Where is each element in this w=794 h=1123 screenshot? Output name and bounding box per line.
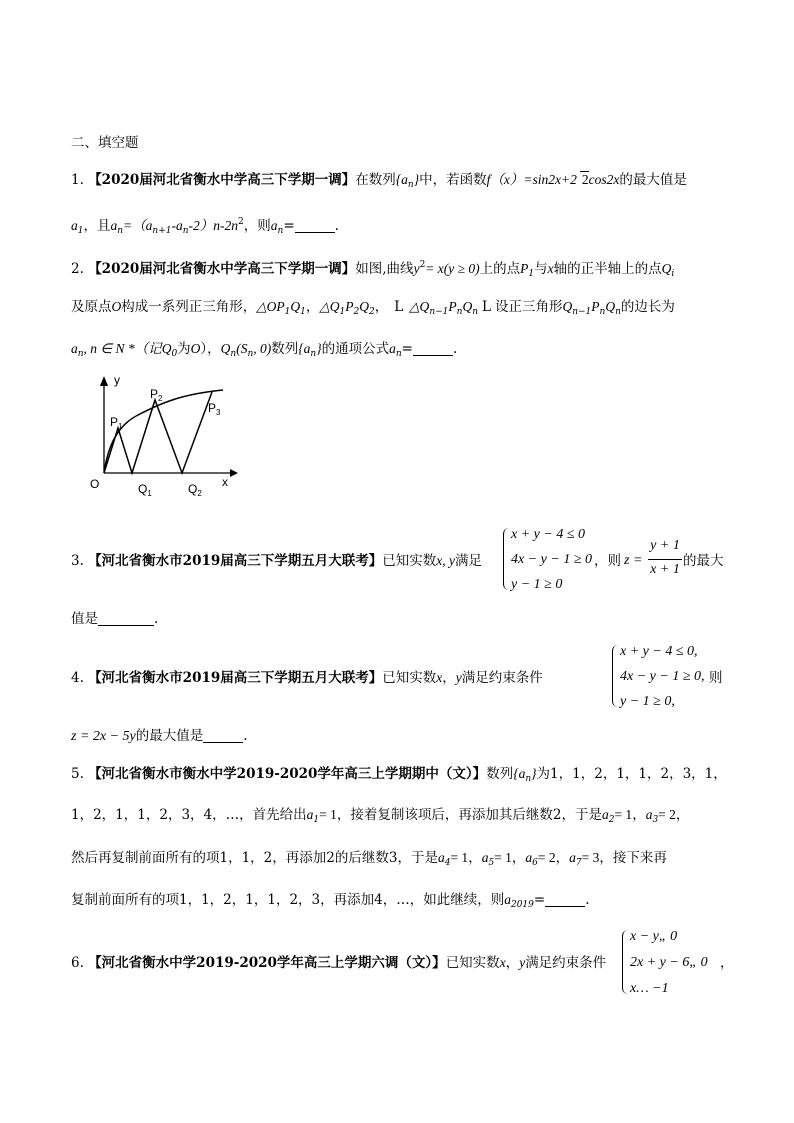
math-sub: n — [182, 226, 189, 236]
system-brace — [503, 528, 510, 590]
constraint-1: x + y − 4 ≤ 0 — [511, 527, 586, 542]
math: = 1 — [450, 850, 469, 865]
q4-then: 则 — [709, 670, 723, 686]
math: a — [270, 218, 278, 233]
math: P — [448, 299, 457, 314]
text: 已知实数 — [382, 670, 437, 686]
p3-label: $P_3$ — [208, 401, 221, 417]
q2-label: $Q_2$ — [188, 482, 202, 498]
text: ，且 — [83, 218, 111, 234]
math: {a — [395, 172, 408, 187]
fraction-denominator: x + 1 — [650, 562, 680, 577]
math: x, y — [436, 553, 455, 568]
math: O — [111, 299, 122, 314]
question-4-line-1 — [71, 668, 543, 688]
question-source: 【2020届河北省衡水中学高三下学期一调】 — [88, 261, 356, 277]
constraint-3: y − 1 ≥ 0, — [620, 694, 675, 709]
question-number: 6. — [71, 955, 84, 971]
ellipsis: L — [481, 299, 491, 315]
question-number: 1. — [71, 172, 84, 188]
math-sub: n — [277, 226, 284, 236]
math: a — [504, 892, 511, 907]
text: ，接着复制该项后，再添加其后继数2，于是 — [336, 807, 602, 823]
text: = — [533, 892, 546, 908]
math: {a — [298, 341, 311, 356]
text: 1，2，1，1，2，3，4，…，首先给出 — [71, 807, 307, 823]
text: 在数列 — [355, 172, 396, 188]
math: a — [525, 850, 533, 865]
q1-label: $Q_1$ — [138, 482, 152, 498]
math: y — [519, 955, 526, 970]
question-number: 3. — [71, 553, 84, 569]
math: a — [389, 341, 396, 356]
math: a — [601, 807, 609, 822]
fraction-bar — [648, 559, 682, 560]
math: △Q — [409, 299, 430, 314]
text: 满足 — [455, 553, 482, 569]
question-1-line-2 — [71, 212, 339, 241]
question-source: 【河北省衡水市2019届高三下学期五月大联考】 — [88, 670, 383, 686]
question-1-line-1 — [71, 170, 687, 195]
triangle-figure — [78, 370, 258, 510]
answer-blank[interactable] — [295, 218, 335, 233]
y-axis-arrow — [100, 376, 108, 386]
text: ，则 — [243, 218, 271, 234]
text: ， — [374, 299, 389, 315]
sqrt-radicand: 2 — [581, 172, 589, 187]
text: 数列 — [271, 341, 299, 357]
text: 复制前面所有的项1，1，2，1，1，2，3，再添加4，…，如此继续，则 — [71, 892, 505, 908]
math: a — [481, 850, 489, 865]
system-brace — [622, 930, 629, 994]
triangles — [104, 392, 212, 473]
answer-blank[interactable] — [545, 892, 585, 907]
y-label: y — [114, 373, 120, 387]
text: . — [452, 341, 458, 357]
x-axis-arrow — [230, 469, 238, 477]
math: (S — [236, 341, 248, 356]
math-sub: n — [407, 180, 414, 190]
math: -2）n-2n — [188, 218, 239, 233]
text: ， — [305, 299, 320, 315]
constraint-2: 4x − y − 1 ≥ 0, — [620, 669, 705, 684]
math: Q — [220, 341, 231, 356]
text: ， — [442, 670, 456, 686]
constraint-2: 2x + y − 6„ 0 — [630, 955, 708, 970]
math: } — [413, 172, 420, 187]
ellipsis: L — [394, 299, 404, 315]
text: 设正三角形 — [494, 299, 563, 315]
math: = 2 — [658, 807, 676, 822]
math: y — [455, 670, 462, 685]
question-number: 2. — [71, 261, 84, 277]
constraint-3: x… −1 — [630, 981, 669, 996]
math: , n ∈ N *（记 — [83, 341, 162, 356]
question-5-line-4 — [71, 890, 589, 915]
constraint-2: 4x − y − 1 ≥ 0 — [511, 552, 593, 567]
math: △Q — [319, 299, 340, 314]
z-label: z = — [624, 553, 643, 568]
text: 满足约束条件 — [525, 955, 607, 971]
section-title: 二、填空题 — [71, 135, 139, 151]
question-3-line-1 — [71, 551, 482, 571]
math: Q — [605, 299, 616, 314]
answer-blank[interactable] — [203, 728, 243, 743]
text: . — [334, 218, 339, 234]
math-sub: n — [117, 226, 124, 236]
math: = 1 — [319, 807, 337, 822]
question-source: 【2020届河北省衡水中学高三下学期一调】 — [88, 172, 356, 188]
question-source: 【河北省衡水市2019届高三下学期五月大联考】 — [88, 553, 383, 569]
question-source: 【河北省衡水市衡水中学2019-2020学年高三上学期期中（文）】 — [88, 766, 487, 782]
text: ， — [468, 850, 482, 866]
math-sub: 2019 — [510, 900, 534, 910]
math: a — [71, 341, 78, 356]
text: 为1，1，2，1，1，2，3，1， — [536, 766, 727, 782]
math: =（a — [123, 218, 153, 233]
text: . — [585, 892, 590, 908]
text: 已知实数 — [382, 553, 437, 569]
math: = 3 — [581, 850, 600, 865]
math: x — [499, 955, 506, 970]
math: y — [413, 261, 420, 276]
question-5-line-2: 1，2，1，1，2，3，4，…，首先给出$a_1= 1$，接着复制该项后，再添加其后继数2，于是$a_2= 1$，$a_3= 2$， — [71, 807, 690, 825]
question-number: 5. — [71, 766, 84, 782]
text: ， — [505, 955, 520, 971]
math-sub: n+1 — [152, 226, 172, 236]
text: 为 — [177, 341, 191, 357]
math: a — [110, 218, 118, 233]
question-3-line-2 — [71, 609, 158, 629]
text: 的边长为 — [620, 299, 675, 315]
text: ， — [632, 807, 646, 823]
math: z = 2x − 5y — [71, 729, 136, 744]
text: ， — [511, 850, 526, 866]
math: } — [531, 766, 537, 781]
math: Q — [161, 341, 172, 356]
math: a — [645, 807, 653, 822]
math: = 1 — [494, 850, 512, 865]
math: Q — [462, 299, 473, 314]
text: 满足约束条件 — [461, 670, 543, 686]
p1-label: $P_1$ — [110, 415, 123, 431]
math-sup: 2 — [238, 217, 244, 227]
question-2-line-2: 及原点O构成一系列正三角形，$\triangle OP_1Q_1$，$\triangle Q_1P_2Q_2$， L $\triangle Q_{n-1}P_nQ_n$ L 设正三角形$Q_{n-1}P_nQ_n$的边长为 — [71, 299, 675, 317]
q3-tail: 的最大 — [683, 553, 724, 569]
text: . — [154, 611, 159, 627]
text: = — [401, 341, 413, 357]
question-number: 4. — [71, 670, 84, 686]
answer-blank[interactable] — [413, 341, 453, 356]
text: 构成一系列正三角形， — [121, 299, 257, 315]
math: a — [437, 850, 445, 865]
math: = x(y ≥ 0) — [425, 261, 480, 276]
fraction-numerator: y + 1 — [650, 538, 680, 553]
text: 的最大值是 — [135, 728, 204, 744]
math: a — [569, 850, 576, 865]
math: O — [190, 341, 201, 356]
question-2-line-1: 2. 【2020届河北省衡水中学高三下学期一调】如图,曲线$y^2= x(y \ge 0)$上的点$P_1$与x轴的正半轴上的点$Q_i$ — [71, 260, 675, 279]
math: Q — [562, 299, 573, 314]
x-label: x — [222, 475, 228, 489]
math: , 0) — [253, 341, 272, 356]
text: 中，若函数 — [419, 172, 487, 188]
text: 与 — [534, 261, 548, 277]
math: a — [71, 218, 78, 233]
text: ）， — [200, 341, 221, 357]
text: 数列 — [486, 766, 514, 782]
question-6-line-1 — [71, 953, 606, 973]
p2-label: $P_2$ — [150, 387, 163, 403]
math: a — [306, 807, 314, 822]
math: P — [591, 299, 600, 314]
text: ， — [675, 807, 690, 823]
text: ，接下来再 — [599, 850, 667, 866]
text: 轴的正半轴上的点 — [553, 261, 662, 277]
system-brace — [612, 645, 619, 707]
math: cos2x — [588, 172, 620, 187]
math: △OP — [256, 299, 285, 314]
math-sub: 1 — [77, 226, 84, 236]
math: Q — [359, 299, 369, 314]
math: x — [547, 261, 554, 276]
math: x — [436, 670, 443, 685]
text: 然后再复制前面所有的项1，1，2，再添加2的后继数3，于是 — [71, 850, 438, 866]
question-2-line-3: $a_n$, n ∈ N *（记$Q_0$为O），$Q_n(S_n$, 0)数列$\{a_n\}$的通项公式$a_n=$ . — [71, 341, 458, 359]
math: {a — [513, 766, 526, 781]
text: 的最大值是 — [619, 172, 687, 188]
text: 的通项公式 — [321, 341, 390, 357]
text: 已知实数 — [445, 955, 500, 971]
math: } — [316, 341, 322, 356]
constraint-3: y − 1 ≥ 0 — [511, 577, 563, 592]
text: 及原点 — [71, 299, 112, 315]
math: P — [520, 261, 529, 276]
question-5-line-3: 然后再复制前面所有的项1，1，2，再添加2的后继数3，于是$a_4= 1$，$a_5= 1$，$a_6= 2$，$a_7= 3$，接下来再 — [71, 850, 667, 868]
answer-blank[interactable] — [98, 611, 154, 626]
question-5-line-1: 5. 【河北省衡水市衡水中学2019-2020学年高三上学期期中（文）】数列$\{a_n\}$为1，1，2，1，1，2，3，1， — [71, 766, 727, 784]
text: . — [243, 728, 248, 744]
math: = 1 — [614, 807, 633, 822]
constraint-1: x + y − 4 ≤ 0, — [620, 644, 698, 659]
text: ， — [555, 850, 570, 866]
text: 如图,曲线 — [355, 261, 414, 277]
text: 值是 — [71, 611, 98, 627]
question-source: 【河北省衡水中学2019-2020学年高三上学期六调（文）】 — [88, 955, 446, 971]
constraint-1: x − y„ 0 — [630, 929, 678, 944]
text: = — [283, 218, 295, 234]
math-function: f（x）=sin2x+2 — [486, 172, 577, 187]
curve — [104, 390, 223, 473]
math: Q — [661, 261, 672, 276]
math: Q — [290, 299, 301, 314]
text: 上的点 — [479, 261, 521, 277]
math: P — [345, 299, 354, 314]
math: -a — [171, 218, 183, 233]
q6-tail: ， — [720, 955, 734, 971]
math: = 2 — [537, 850, 556, 865]
q3-then: ，则 — [594, 553, 621, 569]
origin-label: O — [90, 477, 100, 491]
question-4-line-2 — [71, 726, 248, 747]
